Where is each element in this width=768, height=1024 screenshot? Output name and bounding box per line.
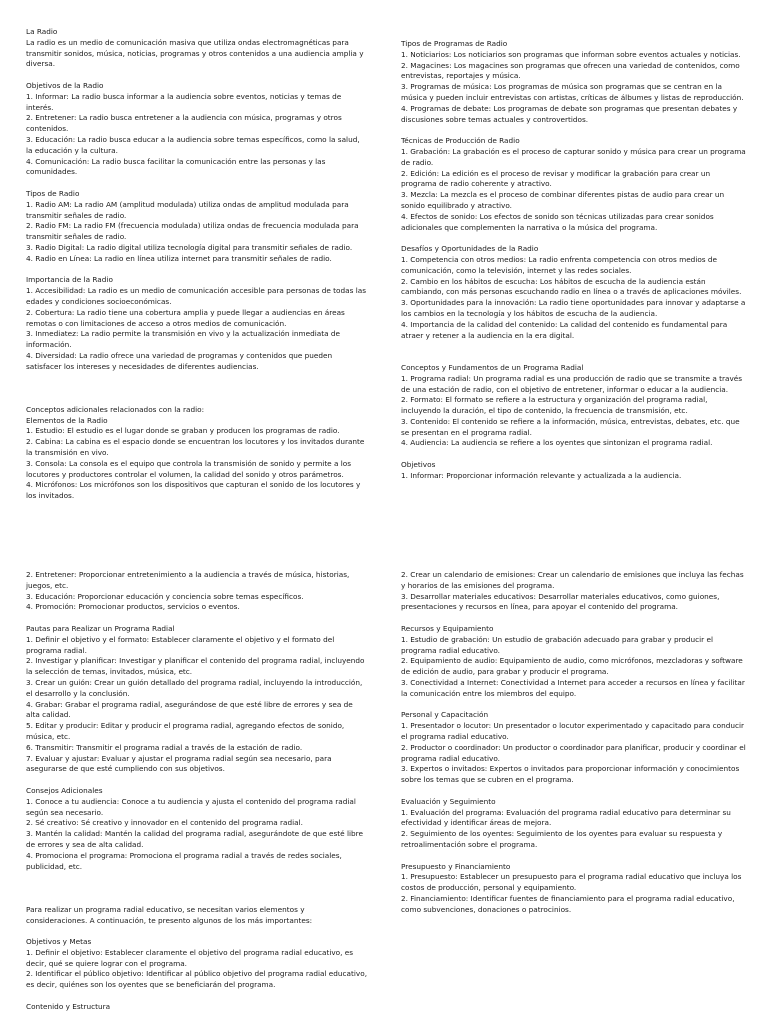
section-heading: Conceptos adicionales relacionados con la radio: xyxy=(26,404,205,414)
list-item: 3. Expertos o invitados: Expertos o invitados para proporcionar información y conocimientos sobre los temas que se cubren en el programa. xyxy=(401,764,740,785)
section-heading: Personal y Capacitación xyxy=(401,710,489,720)
list-item: 1. Accesibilidad: La radio es un medio de comunicación accesible para personas de todas las edades y condiciones socioeconómicas. xyxy=(26,286,367,306)
list-item: 1. Definir el objetivo: Establecer claramente el objetivo del programa radial educativo, es decir, qué se quiere lograr con el programa. xyxy=(26,947,354,968)
section-heading: Objetivos de la Radio xyxy=(26,80,104,90)
section-heading: Contenido y Estructura xyxy=(26,1001,111,1011)
list-item: 2. Formato: El formato se refiere a la estructura y organización del programa radial, incluyendo la duración, el tipo de contenido, la frecuencia de transmisión, etc. xyxy=(401,395,708,416)
list-item: 2. Radio FM: La radio FM (frecuencia modulada) utiliza ondas de frecuencia modulada para transmitir señales de radio. xyxy=(26,221,359,242)
list-item: 3. Oportunidades para la innovación: La radio tiene oportunidades para innovar y adaptarse a los cambios en la tecnología y los hábitos de escucha de la audiencia. xyxy=(401,298,746,318)
section-heading: Elementos de la Radio xyxy=(26,415,108,425)
section-heading: Recursos y Equipamiento xyxy=(401,623,494,633)
list-item: 3. Crear un guión: Crear un guión detallado del programa radial, incluyendo la introducción, el desarrollo y la conclusión. xyxy=(26,677,363,698)
list-item: 3. Consola: La consola es el equipo que controla la transmisión de sonido y permite a los locutores y productores controlar el volumen, la calidad del sonido y otros parámetros. xyxy=(26,458,352,479)
section-heading: La Radio xyxy=(26,27,58,36)
list-item: 1. Radio AM: La radio AM (amplitud modulada) utiliza ondas de amplitud modulada para transmitir señales de radio. xyxy=(26,199,349,220)
list-item: 2. Cobertura: La radio tiene una cobertura amplia y puede llegar a audiencias en áreas remotas o con limitaciones de acceso a otros medios de comunicación. xyxy=(26,307,345,328)
list-item: 4. Radio en Línea: La radio en línea utiliza internet para transmitir señales de radio. xyxy=(26,253,332,263)
list-item: 1. Programa radial: Un programa radial es una producción de radio que se transmite a través de una estación de radio, con el objetivo de entretener, informar o educar a la audiencia. xyxy=(401,373,743,394)
paragraph: La radio es un medio de comunicación masiva que utiliza ondas electromagnéticas para transmitir sonidos, música, noticias, programas y otros contenidos a una audiencia amplia y diversa. xyxy=(26,37,364,69)
list-item: 2. Cambio en los hábitos de escucha: Los hábitos de escucha de la audiencia están cambiando, con más personas escuchando radio en línea o a través de aplicaciones móviles. xyxy=(401,276,742,297)
list-item: 6. Transmitir: Transmitir el programa radial a través de la estación de radio. xyxy=(26,742,303,752)
list-item: 1. Noticiarios: Los noticiarios son programas que informan sobre eventos actuales y noticias. xyxy=(401,49,741,59)
list-item: 3. Desarrollar materiales educativos: Desarrollar materiales educativos, como guiones, presentaciones y recursos en línea, para apoyar el contenido del programa. xyxy=(401,591,720,612)
list-item: 3. Contenido: El contenido se refiere a la información, música, entrevistas, debates, etc. que se presentan en el programa radial. xyxy=(401,416,740,437)
section-heading: Tipos de Radio xyxy=(26,188,80,198)
list-item: 1. Estudio: El estudio es el lugar donde se graban y producen los programas de radio. xyxy=(26,426,340,436)
section-heading: Objetivos xyxy=(401,460,436,470)
list-item: 4. Efectos de sonido: Los efectos de sonido son técnicas utilizadas para crear sonidos adicionales que complementen la narrativa o la música del programa. xyxy=(401,211,714,232)
list-item: 4. Promociona el programa: Promociona el programa radial a través de redes sociales, publicidad, etc. xyxy=(26,850,342,871)
list-item: 1. Conoce a tu audiencia: Conoce a tu audiencia y ajusta el contenido del programa radial según sea necesario. xyxy=(26,796,356,817)
list-item: 4. Comunicación: La radio busca facilitar la comunicación entre las personas y las comunidades. xyxy=(26,156,326,177)
section-heading: Importancia de la Radio xyxy=(26,275,113,285)
list-item: 1. Presupuesto: Establecer un presupuesto para el programa radial educativo que incluya los costos de producción, personal y equipamiento. xyxy=(401,872,742,893)
list-item: 3. Conectividad a Internet: Conectividad a Internet para acceder a recursos en línea y facilitar la comunicación entre los miembros del equipo. xyxy=(401,677,745,698)
section-heading: Evaluación y Seguimiento xyxy=(401,796,496,806)
list-item: 2. Edición: La edición es el proceso de revisar y modificar la grabación para crear un programa de radio coherente y atractivo. xyxy=(401,168,711,189)
list-item: 4. Audiencia: La audiencia se refiere a los oyentes que sintonizan el programa radial. xyxy=(401,438,713,448)
list-item: 1. Estudio de grabación: Un estudio de grabación adecuado para grabar y producir el programa radial educativo. xyxy=(401,634,714,655)
section-heading: Tipos de Programas de Radio xyxy=(401,39,508,48)
list-item: 1. Competencia con otros medios: La radio enfrenta competencia con otros medios de comunicación, como la televisión, internet y las redes sociales. xyxy=(401,254,718,275)
list-item: 2. Investigar y planificar: Investigar y planificar el contenido del programa radial, incluyendo la selección de temas, invitados, música, etc. xyxy=(26,656,365,677)
list-item: 3. Radio Digital: La radio digital utiliza tecnología digital para transmitir señales de radio. xyxy=(26,242,353,252)
list-item: 1. Grabación: La grabación es el proceso de capturar sonido y música para crear un programa de radio. xyxy=(401,146,746,167)
list-item: 4. Promoción: Promocionar productos, servicios o eventos. xyxy=(26,602,240,612)
list-item: 4. Diversidad: La radio ofrece una variedad de programas y contenidos que pueden satisfacer los intereses y necesidades de diferentes audiencias. xyxy=(26,350,333,371)
list-item: 2. Identificar el público objetivo: Identificar al público objetivo del programa radial educativo, es decir, quiénes son los oyentes que se beneficiarán del programa. xyxy=(26,969,368,990)
section-heading: Presupuesto y Financiamiento xyxy=(401,861,511,871)
list-item: 5. Editar y producir: Editar y producir el programa radial, agregando efectos de sonido, música, etc. xyxy=(26,721,345,741)
list-item: 1. Informar: La radio busca informar a la audiencia sobre eventos, noticias y temas de interés. xyxy=(26,91,342,112)
list-item: 4. Programas de debate: Los programas de debate son programas que presentan debates y discusiones sobre temas actuales y controvertidos. xyxy=(401,103,738,124)
list-item: 1. Evaluación del programa: Evaluación del programa radial educativo para determinar su efectividad y identificar áreas de mejora. xyxy=(401,807,731,828)
list-item: 2. Productor o coordinador: Un productor o coordinador para planificar, producir y coordinar el programa radial educativo. xyxy=(401,742,746,763)
list-item: 3. Programas de música: Los programas de música son programas que se centran en la música y pueden incluir entrevistas con artistas, críticas de álbumes y listas de reproducción. xyxy=(401,82,744,102)
list-item: 2. Entretener: La radio busca entretener a la audiencia con música, programas y otros contenidos. xyxy=(26,113,342,134)
list-item: 4. Importancia de la calidad del contenido: La calidad del contenido es fundamental para atraer y retener a la audiencia en la era digital. xyxy=(401,319,728,340)
list-item: 2. Financiamiento: Identificar fuentes de financiamiento para el programa radial educativo, como subvenciones, donaciones o patrocinios. xyxy=(401,893,735,914)
list-item: 3. Mantén la calidad: Mantén la calidad del programa radial, asegurándote de que esté libre de errores y sea de alta calidad. xyxy=(26,829,363,849)
list-item: 1. Definir el objetivo y el formato: Establecer claramente el objetivo y el formato del programa radial. xyxy=(26,634,335,655)
section-heading: Pautas para Realizar un Programa Radial xyxy=(26,623,175,633)
top-right-column xyxy=(401,39,746,482)
list-item: 3. Educación: La radio busca educar a la audiencia sobre temas específicos, como la salud, la educación y la cultura. xyxy=(26,134,360,155)
list-item: 4. Micrófonos: Los micrófonos son los dispositivos que capturan el sonido de los locutores y los invitados. xyxy=(26,480,361,501)
bottom-left-column xyxy=(26,570,368,1013)
section-heading: Objetivos y Metas xyxy=(26,937,92,947)
list-item: 2. Sé creativo: Sé creativo y innovador en el contenido del programa radial. xyxy=(26,818,303,828)
list-item: 3. Inmediatez: La radio permite la transmisión en vivo y la actualización inmediata de información. xyxy=(26,329,340,350)
section-heading: Desafíos y Oportunidades de la Radio xyxy=(401,244,539,254)
list-item: 4. Grabar: Grabar el programa radial, asegurándose de que esté libre de errores y sea de alta calidad. xyxy=(26,699,353,720)
list-item: 2. Seguimiento de los oyentes: Seguimiento de los oyentes para evaluar su respuesta y retroalimentación sobre el programa. xyxy=(401,829,723,849)
paragraph: Para realizar un programa radial educativo, se necesitan varios elementos y consideraciones. A continuación, te presento algunos de los más importantes: xyxy=(26,904,313,925)
list-item: 1. Presentador o locutor: Un presentador o locutor experimentado y capacitado para conducir el programa radial educativo. xyxy=(401,721,744,741)
top-left-column xyxy=(26,27,366,502)
list-item: 2. Magacines: Los magacines son programas que ofrecen una variedad de contenidos, como entrevistas, reportajes y música. xyxy=(401,60,740,81)
list-item: 2. Crear un calendario de emisiones: Crear un calendario de emisiones que incluya las fechas y horarios de las emisiones del programa. xyxy=(401,570,744,590)
list-item: 7. Evaluar y ajustar: Evaluar y ajustar el programa radial según sea necesario, para asegurarse de que esté cumpliendo con sus objetivos. xyxy=(26,753,332,774)
section-heading: Técnicas de Producción de Radio xyxy=(401,136,520,146)
section-heading: Conceptos y Fundamentos de un Programa Radial xyxy=(401,362,584,372)
list-item: 2. Cabina: La cabina es el espacio donde se encuentran los locutores y los invitados durante la transmisión en vivo. xyxy=(26,437,365,458)
list-item: 2. Entretener: Proporcionar entretenimiento a la audiencia a través de música, historias, juegos, etc. xyxy=(26,570,350,590)
list-item: 3. Educación: Proporcionar educación y conciencia sobre temas específicos. xyxy=(26,591,304,601)
section-heading: Consejos Adicionales xyxy=(26,785,103,795)
list-item: 1. Informar: Proporcionar información relevante y actualizada a la audiencia. xyxy=(401,470,682,480)
bottom-right-column xyxy=(401,570,746,916)
list-item: 3. Mezcla: La mezcla es el proceso de combinar diferentes pistas de audio para crear un sonido equilibrado y atractivo. xyxy=(401,190,725,210)
list-item: 2. Equipamiento de audio: Equipamiento de audio, como micrófonos, mezcladoras y software de edición de audio, para grabar y producir el programa. xyxy=(401,656,743,677)
